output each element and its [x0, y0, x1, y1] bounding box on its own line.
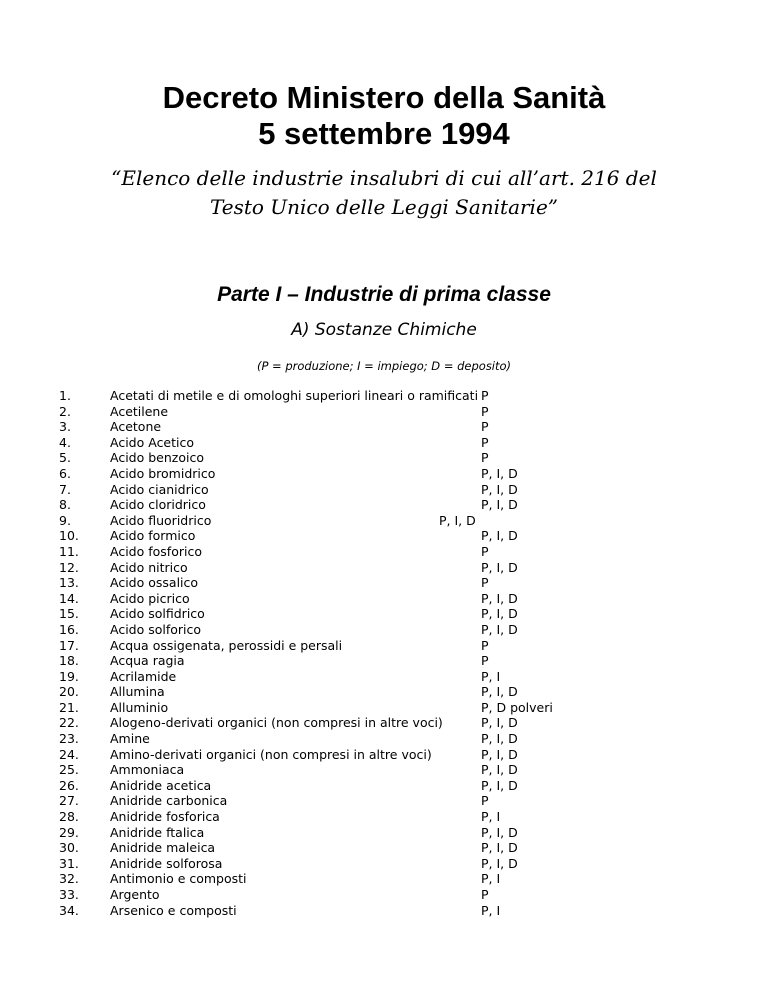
list-item [0, 528, 768, 544]
item-number: 25. [59, 762, 79, 778]
list-item [0, 731, 768, 747]
substance-list [0, 388, 768, 918]
item-code: P, I, D [481, 497, 518, 513]
list-item [0, 684, 768, 700]
legend-note: (P = produzione; I = impiego; D = deposito) [256, 359, 512, 373]
item-number: 22. [59, 715, 79, 731]
item-name: Acqua ragia [110, 653, 185, 669]
item-name: Acido bromidrico [110, 465, 216, 481]
list-item [0, 606, 768, 622]
subtitle-line-1: “Elenco delle industrie insalubri di cui all’art. 216 del [111, 166, 657, 190]
item-number: 31. [59, 855, 79, 871]
item-code: P, I, D [481, 762, 518, 778]
item-number: 20. [59, 684, 79, 700]
item-number: 7. [59, 481, 71, 497]
list-item [0, 482, 768, 498]
item-code: P, D polveri [481, 699, 553, 715]
item-name: Amino-derivati organici (non compresi in altre voci) [110, 746, 432, 762]
item-number: 4. [59, 434, 71, 450]
item-name: Anidride maleica [110, 840, 216, 856]
list-item [0, 825, 768, 841]
subtitle-line-2: Testo Unico delle Leggi Sanitarie” [209, 195, 559, 219]
item-code: P [481, 887, 489, 902]
item-name: Acqua ossigenata, perossidi e persali [110, 637, 343, 653]
title-line-2: 5 settembre 1994 [258, 116, 510, 151]
item-number: 13. [59, 575, 79, 591]
item-name: Acido solforico [110, 621, 202, 637]
list-item [0, 778, 768, 794]
item-name: Ammoniaca [110, 762, 185, 778]
item-code: P [481, 637, 489, 653]
list-item [0, 700, 768, 716]
item-code: P, I, D [481, 481, 518, 497]
item-number: 10. [59, 528, 79, 544]
item-number: 2. [59, 403, 71, 419]
item-name: Acetati di metile e di omologhi superiori lineari o ramificati [110, 388, 479, 403]
item-code: P, I, D [439, 512, 476, 528]
item-code: P [481, 450, 489, 466]
list-item [0, 653, 768, 669]
item-number: 18. [59, 653, 79, 669]
item-name: Acetone [110, 419, 162, 435]
item-number: 33. [59, 887, 79, 902]
list-item [0, 544, 768, 560]
list-item [0, 419, 768, 435]
item-name: Acido picrico [110, 590, 190, 606]
item-number: 32. [59, 871, 79, 887]
item-number: 17. [59, 637, 79, 653]
list-item [0, 388, 768, 404]
item-number: 6. [59, 465, 71, 481]
item-code: P, I, D [481, 684, 518, 700]
item-name: Allumina [110, 684, 165, 700]
item-name: Acido Acetico [110, 434, 195, 450]
list-item [0, 747, 768, 763]
item-number: 28. [59, 809, 79, 825]
item-code: P, I, D [481, 746, 518, 762]
list-item [0, 809, 768, 825]
list-item [0, 560, 768, 576]
title-line-1: Decreto Ministero della Sanità [162, 80, 606, 115]
list-item [0, 404, 768, 420]
list-item [0, 762, 768, 778]
item-number: 15. [59, 606, 79, 622]
item-name: Acido formico [110, 528, 196, 544]
item-code: P, I [481, 902, 501, 918]
item-name: Acido solfidrico [110, 606, 205, 622]
item-name: Amine [110, 731, 150, 747]
item-number: 26. [59, 777, 79, 793]
list-item [0, 669, 768, 685]
list-item [0, 903, 768, 919]
item-name: Anidride ftalica [110, 824, 205, 840]
item-number: 30. [59, 840, 79, 856]
list-item [0, 638, 768, 654]
item-name: Argento [110, 887, 160, 902]
document-subtitle [0, 164, 768, 222]
item-code: P [481, 543, 489, 559]
item-code: P, I, D [481, 606, 518, 622]
item-name: Acrilamide [110, 668, 177, 684]
item-name: Acido ossalico [110, 575, 199, 591]
item-number: 11. [59, 543, 79, 559]
list-item [0, 715, 768, 731]
list-item [0, 840, 768, 856]
item-code: P, I [481, 809, 501, 825]
list-item [0, 466, 768, 482]
item-name: Arsenico e composti [110, 902, 237, 918]
item-name: Acido nitrico [110, 559, 188, 575]
list-item [0, 622, 768, 638]
item-code: P, I, D [481, 621, 518, 637]
item-name: Antimonio e composti [110, 871, 247, 887]
item-code: P, I, D [481, 731, 518, 747]
item-number: 23. [59, 731, 79, 747]
item-code: P [481, 419, 489, 435]
item-code: P, I [481, 668, 501, 684]
item-name: Alogeno-derivati organici (non compresi in altre voci) [110, 715, 443, 731]
list-item [0, 450, 768, 466]
item-number: 12. [59, 559, 79, 575]
item-name: Acido cloridrico [110, 497, 206, 513]
item-number: 14. [59, 590, 79, 606]
item-name: Alluminio [110, 699, 169, 715]
item-number: 27. [59, 793, 79, 809]
section-heading: A) Sostanze Chimiche [291, 320, 477, 340]
item-code: P [481, 575, 489, 591]
item-code: P, I [481, 871, 501, 887]
item-code: P [481, 388, 489, 403]
list-item [0, 435, 768, 451]
item-code: P, I, D [481, 559, 518, 575]
item-code: P [481, 403, 489, 419]
item-name: Anidride fosforica [110, 809, 220, 825]
item-number: 24. [59, 746, 79, 762]
list-item [0, 887, 768, 903]
item-code: P, I, D [481, 528, 518, 544]
item-code: P [481, 653, 489, 669]
item-code: P, I, D [481, 590, 518, 606]
item-code: P, I, D [481, 824, 518, 840]
item-name: Acido cianidrico [110, 481, 209, 497]
list-item [0, 575, 768, 591]
list-item [0, 856, 768, 872]
item-number: 3. [59, 419, 71, 435]
item-code: P, I, D [481, 715, 518, 731]
item-code: P, I, D [481, 465, 518, 481]
item-number: 1. [59, 388, 71, 403]
item-name: Acetilene [110, 403, 169, 419]
list-item [0, 513, 768, 529]
item-number: 9. [59, 512, 71, 528]
list-item [0, 591, 768, 607]
item-name: Anidride acetica [110, 777, 212, 793]
item-name: Acido fosforico [110, 543, 202, 559]
item-code: P, I, D [481, 840, 518, 856]
list-item [0, 871, 768, 887]
item-number: 34. [59, 902, 79, 918]
item-code: P [481, 434, 489, 450]
item-number: 19. [59, 668, 79, 684]
item-number: 5. [59, 450, 71, 466]
list-item [0, 497, 768, 513]
item-name: Acido benzoico [110, 450, 204, 466]
item-name: Anidride solforosa [110, 855, 223, 871]
item-name: Anidride carbonica [110, 793, 228, 809]
item-code: P, I, D [481, 777, 518, 793]
list-item [0, 793, 768, 809]
item-code: P, I, D [481, 855, 518, 871]
item-number: 8. [59, 497, 71, 513]
item-number: 16. [59, 621, 79, 637]
part-heading: Parte I – Industrie di prima classe [217, 283, 551, 306]
item-number: 29. [59, 824, 79, 840]
item-name: Acido fluoridrico [110, 512, 212, 528]
item-number: 21. [59, 699, 79, 715]
document-title [0, 80, 768, 152]
item-code: P [481, 793, 489, 809]
